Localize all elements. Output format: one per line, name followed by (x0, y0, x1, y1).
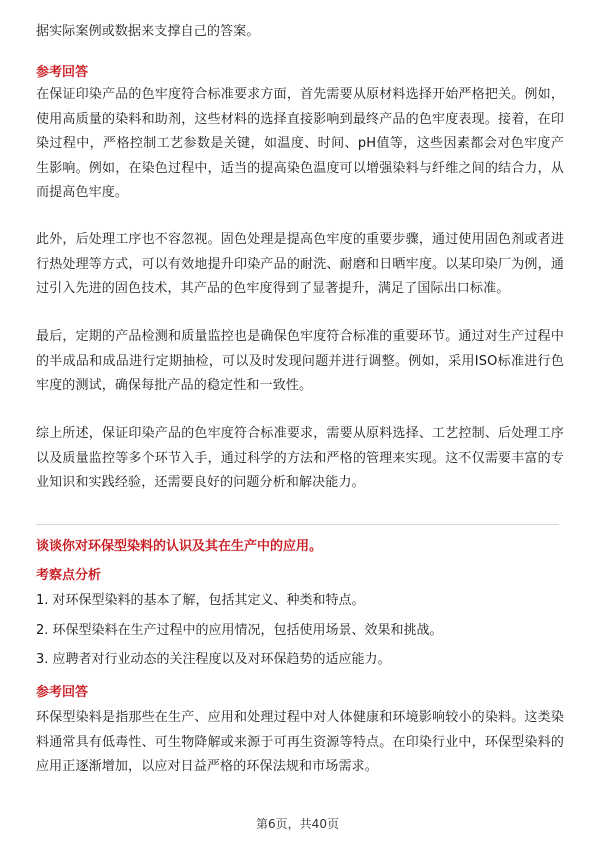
answer1-paragraph-1-text: 在保证印染产品的色牢度符合标准要求方面，首先需要从原材料选择开始严格把关。例如，使用高质量的染料和助剂，这些材料的选择直接影响到最终产品的色牢度表现。接着，在印染过程中，严格控制工艺参数是关键，如温度、时间、pH值等，这些因素都会对色牢度产生影响。例如，在染色过程中，适当的提高染色温度可以增强染料与纤维之间的结合力，从而提高色牢度。 (36, 87, 564, 201)
question2-title: 谈谈你对环保型染料的认识及其在生产中的应用。 (36, 539, 323, 554)
analysis-heading: 考察点分析 (36, 568, 102, 583)
answer1-paragraph-2-text: 此外，后处理工序也不容忽视。固色处理是提高色牢度的重要步骤，通过使用固色剂或者进行热处理等方式，可以有效地提升印染产品的耐洗、耐磨和日晒牢度。以某印染厂为例，通过引入先进的固色技术，其产品的色牢度得到了显著提升，满足了国际出口标准。 (36, 232, 564, 297)
answer1-paragraph-2 (36, 228, 564, 302)
analysis-item-2-text: 2. 环保型染料在生产过程中的应用情况，包括使用场景、效果和挑战。 (36, 623, 443, 638)
answer2-paragraph (36, 706, 564, 780)
answer1-paragraph-3 (36, 325, 564, 399)
answer2-heading: 参考回答 (36, 685, 89, 700)
analysis-item-1 (36, 591, 564, 611)
analysis-heading-block (36, 566, 564, 586)
answer1-paragraph-1 (36, 83, 564, 206)
intro-tail-text: 据实际案例或数据来支撑自己的答案。 (36, 24, 260, 39)
analysis-item-3-text: 3. 应聘者对行业动态的关注程度以及对环保趋势的适应能力。 (36, 652, 391, 667)
analysis-item-3 (36, 650, 564, 670)
answer2-paragraph-text: 环保型染料是指那些在生产、应用和处理过程中对人体健康和环境影响较小的染料。这类染料通常具有低毒性、可生物降解或来源于可再生资源等特点。在印染行业中，环保型染料的应用正逐渐增加，以应对日益严格的环保法规和市场需求。 (36, 710, 564, 775)
answer1-paragraph-4 (36, 422, 564, 496)
question2-title-block (36, 537, 564, 557)
answer1-paragraph-4-text: 综上所述，保证印染产品的色牢度符合标准要求，需要从原料选择、工艺控制、后处理工序以及质量监控等多个环节入手，通过科学的方法和严格的管理来实现。这不仅需要丰富的专业知识和实践经验，还需要良好的问题分析和解决能力。 (36, 426, 564, 491)
analysis-item-2 (36, 621, 564, 641)
section-divider (36, 524, 559, 525)
intro-tail-block (36, 20, 564, 45)
answer2-heading-block (36, 683, 564, 703)
answer1-paragraph-3-text: 最后，定期的产品检测和质量监控也是确保色牢度符合标准的重要环节。通过对生产过程中的半成品和成品进行定期抽检，可以及时发现问题并进行调整。例如，采用ISO标准进行色牢度的测试，确保每批产品的稳定性和一致性。 (36, 329, 564, 394)
answer1-heading-block (36, 63, 564, 83)
analysis-item-1-text: 1. 对环保型染料的基本了解，包括其定义、种类和特点。 (36, 593, 365, 608)
answer1-heading: 参考回答 (36, 65, 89, 80)
page-number: 第6页，共40页 (256, 817, 339, 831)
